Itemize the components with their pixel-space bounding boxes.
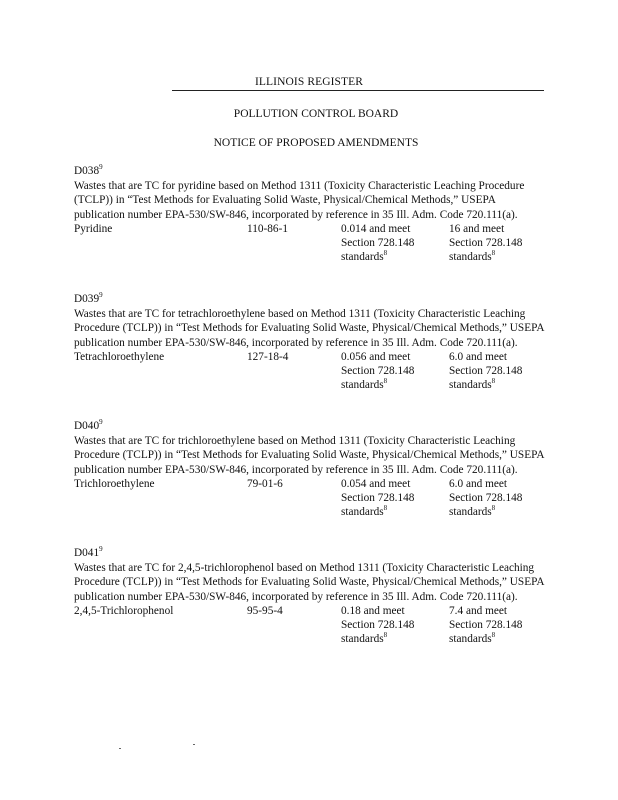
cas-number: 127-18-4 [247, 350, 289, 363]
cas-number: 95-95-4 [247, 604, 283, 617]
footnote-marker: 9 [99, 418, 103, 427]
nonwastewater-standard: 7.4 and meet Section 728.148 standards$^8$ [449, 604, 523, 646]
waste-entry-d038 [74, 164, 544, 265]
waste-code: $D038^9$ [74, 163, 103, 177]
waste-entry-d041 [74, 546, 544, 647]
nonwastewater-standard: 6.0 and meet Section 728.148 standards$^8$ [449, 477, 523, 519]
waste-code: $D041^9$ [74, 545, 103, 559]
waste-entry-d040 [74, 419, 544, 520]
register-title: ILLINOIS REGISTER [255, 76, 364, 88]
wastewater-standard: 0.056 and meet Section 728.148 standards$^8$ [341, 350, 415, 392]
cas-number: 110-86-1 [247, 222, 288, 235]
constituent-row [74, 222, 544, 265]
waste-description: Wastes that are TC for 2,4,5-trichlorophenol based on Method 1311 (Toxicity Characteristic Leaching Procedure (TCLP)) in “Test Methods for Evaluating Solid Waste, Physical/Chemical Methods,” USEPA publication number EPA-530/SW-846, incorporated by reference in 35 Ill. Adm. Code 720.111(a). [74, 562, 544, 603]
waste-code: $D040^9$ [74, 418, 103, 432]
wastewater-standard: 0.054 and meet Section 728.148 standards$^8$ [341, 477, 415, 519]
wastewater-standard: 0.18 and meet Section 728.148 standards$^8$ [341, 604, 415, 646]
notice-title: NOTICE OF PROPOSED AMENDMENTS [213, 137, 419, 149]
header-rule [172, 90, 544, 91]
constituent-row [74, 477, 544, 520]
constituent-name: Pyridine [74, 222, 113, 235]
constituent-row [74, 350, 544, 393]
waste-code: $D039^9$ [74, 291, 103, 305]
board-name: POLLUTION CONTROL BOARD [233, 108, 399, 120]
waste-entry-d039 [74, 292, 544, 393]
constituent-row [74, 604, 544, 647]
nonwastewater-standard: 6.0 and meet Section 728.148 standards$^8$ [449, 350, 523, 392]
constituent-name: Trichloroethylene [74, 477, 155, 490]
constituent-name: 2,4,5-Trichlorophenol [74, 604, 174, 617]
cas-number: 79-01-6 [247, 477, 283, 490]
footnote-marker: 9 [99, 163, 103, 172]
constituent-name: Tetrachloroethylene [74, 350, 165, 363]
waste-description: Wastes that are TC for tetrachloroethylene based on Method 1311 (Toxicity Characteristic Leaching Procedure (TCLP)) in “Test Methods for Evaluating Solid Waste, Physical/Chemical Methods,” USEPA publication number EPA-530/SW-846, incorporated by reference in 35 Ill. Adm. Code 720.111(a). [74, 308, 544, 349]
scan-speck [119, 748, 121, 749]
scan-speck [193, 744, 195, 745]
waste-description: Wastes that are TC for pyridine based on Method 1311 (Toxicity Characteristic Leaching Procedure (TCLP)) in “Test Methods for Evaluating Solid Waste, Physical/Chemical Methods,” USEPA publication number EPA-530/SW-846, incorporated by reference in 35 Ill. Adm. Code 720.111(a). [74, 180, 525, 221]
footnote-marker: 9 [99, 545, 103, 554]
nonwastewater-standard: 16 and meet Section 728.148 standards$^8$ [449, 222, 523, 264]
footnote-marker: 9 [99, 291, 103, 300]
waste-description: Wastes that are TC for trichloroethylene based on Method 1311 (Toxicity Characteristic Leaching Procedure (TCLP)) in “Test Methods for Evaluating Solid Waste, Physical/Chemical Methods,” USEPA publication number EPA-530/SW-846, incorporated by reference in 35 Ill. Adm. Code 720.111(a). [74, 435, 544, 476]
wastewater-standard: 0.014 and meet Section 728.148 standards$^8$ [341, 222, 415, 264]
